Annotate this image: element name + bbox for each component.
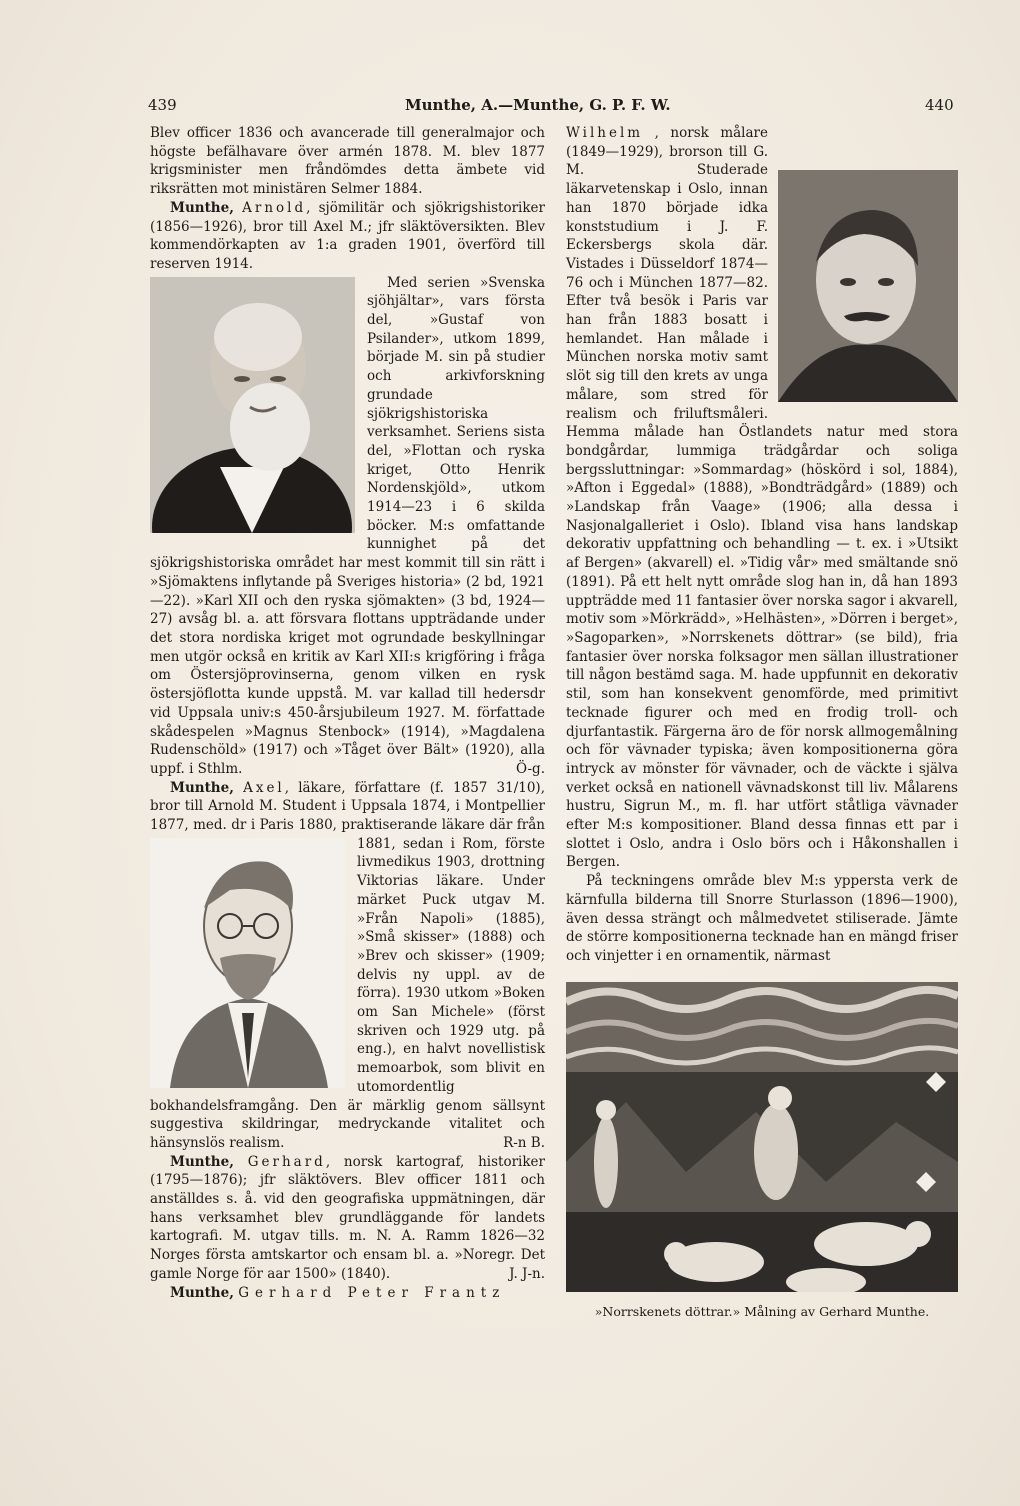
figure-caption: »Norrskenets döttrar.» Målning av Gerhard Munthe. bbox=[594, 1304, 930, 1320]
entry-given-name: Arnold bbox=[242, 199, 307, 216]
signature: J. J-n. bbox=[509, 1265, 545, 1282]
entry-given-name: Gerhard Peter Frantz bbox=[238, 1284, 506, 1301]
page-number-right: 440 bbox=[925, 96, 954, 114]
entry-text: , norsk målare (1849—1929), brorson till G. M. Studerade läkarvetenskap i Oslo, innan han 1870 började idka konststudium i J. F. Eckersbergs skola där. Vistades i Düsseldorf 1874—76 och i München 1877—82. Efter två besök i Paris var han från 1883 bosatt i hemlandet. Han målade i München norska motiv samt slöt sig till den krets av unga målare, som stred för realism och friluftsmåleri. Hemma målade han Östlandets natur med stora bondgårdar, lummiga trädgårdar och soliga bergssluttningar: »Sommardag» (höskörd i sol, 1884), »Afton i Eggedal» (1888), »Bondträdgård» (1889) och »Landskap från Vaage» (1906; alla dessa i Nasjonalgalleriet i Oslo). Ibland visa hans landskap dekorativ uppfattning och behandling — t. ex. i »Utsikt af Bergen» (akvarell) el. »Tidig vår» med smältande snö (1891). På ett helt nytt område slog han in, då han 1893 uppträdde med 11 fantasier över norska sagor i akvarell, motiv som »Mörkrädd», »Helhästen», »Dörren i berget», »Sagoparken», »Norrskenets döttrar» (se bild), fria fantasier över norska folksagor men sällan illustrationer till någon bestämd saga. M. hade uppfunnit en dekorativ stil, som han konsekvent genomförde, med primitivt tecknade figurer och med en frodig troll- och djurfantastik. Färgerna äro de för norsk allmogemålning och för vävnader typiska; även kompositionerna göra intryck av mönster för vävnader, och de väckte i själva verket också en nationell vävnadskonst till liv. Målarens hustru, Sigrun M., m. fl. har utfört ståtliga vävnader efter M:s kompositioner. Bland dessa finnas ett par i slottet i Oslo, andra i Oslo börs och i Håkonshallen i Bergen. bbox=[566, 125, 958, 871]
portrait-arnold bbox=[150, 277, 355, 533]
running-header: Munthe, A.—Munthe, G. P. F. W. bbox=[405, 96, 671, 114]
page-number-left: 439 bbox=[148, 96, 177, 114]
entry-given-name: Axel bbox=[243, 779, 285, 796]
entry-gerhard bbox=[150, 1153, 545, 1284]
entry-text: , norsk kartograf, historiker (1795—1876); jfr släktövers. Blev officer 1811 och anställdes s. å. vid den geografiska uppmätningen, där hans verksamhet blev grundläggande för landets kartografi. M. utgav tills. m. N. A. Ramm 1826—32 Norges första amtskartor och ensam bl. a. »Noregr. Det gamle Norge för aar 1500» (1840). bbox=[150, 1153, 545, 1282]
portrait-gerhard-munthe-image bbox=[778, 170, 958, 402]
entry-arnold-continued bbox=[150, 274, 545, 779]
portrait-gerhard-munthe bbox=[778, 170, 958, 402]
painting-norrskenets-dottrar bbox=[566, 982, 958, 1292]
entry-given-name: Gerhard bbox=[247, 1153, 326, 1170]
entry-surname: Munthe, bbox=[170, 1284, 234, 1301]
left-column bbox=[150, 124, 545, 1302]
entry-text: på det sjökrigshistoriska området har mest kommit till sin rätt i »Sjömaktens inflytande på Sveriges historia» (2 bd, 1921—22). »Karl XII och den ryska sjömakten» (3 bd, 1924—27) avsåg bl. a. att försvara flottans uppträdande under det stora nordiska kriget mot ogrundade beskyllningar men utgör också en kritik av Karl XII:s krigföring i fråga om Östersjöprovinserna, genom vilken en rysk östersjöflotta kunde uppstå. M. var kallad till hedersdr vid Uppsala univ:s 450-årsjubileum 1927. M. författade skådespelen »Magnus Stenbock» (1914), »Magdalena Rudenschöld» (1917) och »Tåget över Bält» (1920), alla uppf. i Sthlm. bbox=[150, 536, 545, 777]
signature: Ö-g. bbox=[515, 760, 545, 777]
paragraph-general: Blev officer 1836 och avancerade till generalmajor och högste befälhavare över armén 1878. M. blev 1877 krigsminister men fråndömdes detta ämbete vid riksrätten mot ministären Selmer 1884. bbox=[150, 125, 545, 198]
portrait-axel bbox=[150, 838, 345, 1088]
entry-surname: Munthe, bbox=[170, 199, 234, 216]
entry-surname: Munthe, bbox=[170, 1153, 234, 1170]
paragraph-drawings: På teckningens område blev M:s yppersta verk de kärnfulla bilderna till Snorre Sturlasson (1896—1900), även dessa strängt och målmedvetet stiliserade. Jämte de större kompositionerna tecknade han en mängd friser och vinjetter i en ornamentik, närmast bbox=[566, 873, 958, 964]
entry-arnold bbox=[150, 199, 545, 274]
right-column bbox=[566, 124, 958, 1322]
entry-text: , läkare, författare (f. 1857 31/10), bror till Arnold M. Student i Uppsala 1874, i Montpellier 1877, med. dr i Paris 1880, praktiserande läkare där från 1881, sedan i bbox=[150, 779, 545, 852]
portrait-arnold-image bbox=[150, 277, 355, 533]
portrait-axel-image bbox=[150, 838, 345, 1088]
entry-text: Rom, förste livmedikus 1903, drottning Viktorias läkare. Under märket Puck utgav M. »Från Napoli» (1885), »Små skisser» (1888) och »Brev och skisser» (1909; delvis ny uppl. av de förra). 1930 utkom »Boken om San Michele» (först skriven och 1929 utg. på eng.), en halvt novellistisk memoarbok, som blivit en utomordentlig bokhandelsframgång. Den är märklig genom sällsynt suggestiva skildringar, medryckande vitalitet och hänsynslös realism. bbox=[150, 835, 545, 1151]
entry-gerhard-peter-frantz bbox=[150, 1284, 545, 1303]
entry-text: , sjömilitär och sjökrigshistoriker (1856—1926), bror till Axel M.; jfr släktöversikten. Blev kommendörkapten av 1:a graden 1901, överförd till reserven 1914. bbox=[150, 199, 545, 272]
entry-surname: Munthe, bbox=[170, 779, 234, 796]
entry-given-name: Wilhelm bbox=[566, 125, 644, 141]
entry-axel bbox=[150, 779, 545, 1153]
entry-wilhelm bbox=[566, 124, 958, 872]
entry-text: Med serien »Svenska sjöhjältar», vars första del, »Gustaf von Psilander», utkom 1899, började M. sin på studier och arkivforskning grundade sjökrigshistoriska verksamhet. Seriens sista del, »Flottan och ryska kriget, Otto Henrik Nordenskjöld», utkom 1914—23 i 6 skilda böcker. M:s omfattande kunnighet bbox=[367, 274, 545, 553]
figure-norrskenets-dottrar bbox=[566, 982, 958, 1322]
signature: R-n B. bbox=[503, 1134, 545, 1151]
